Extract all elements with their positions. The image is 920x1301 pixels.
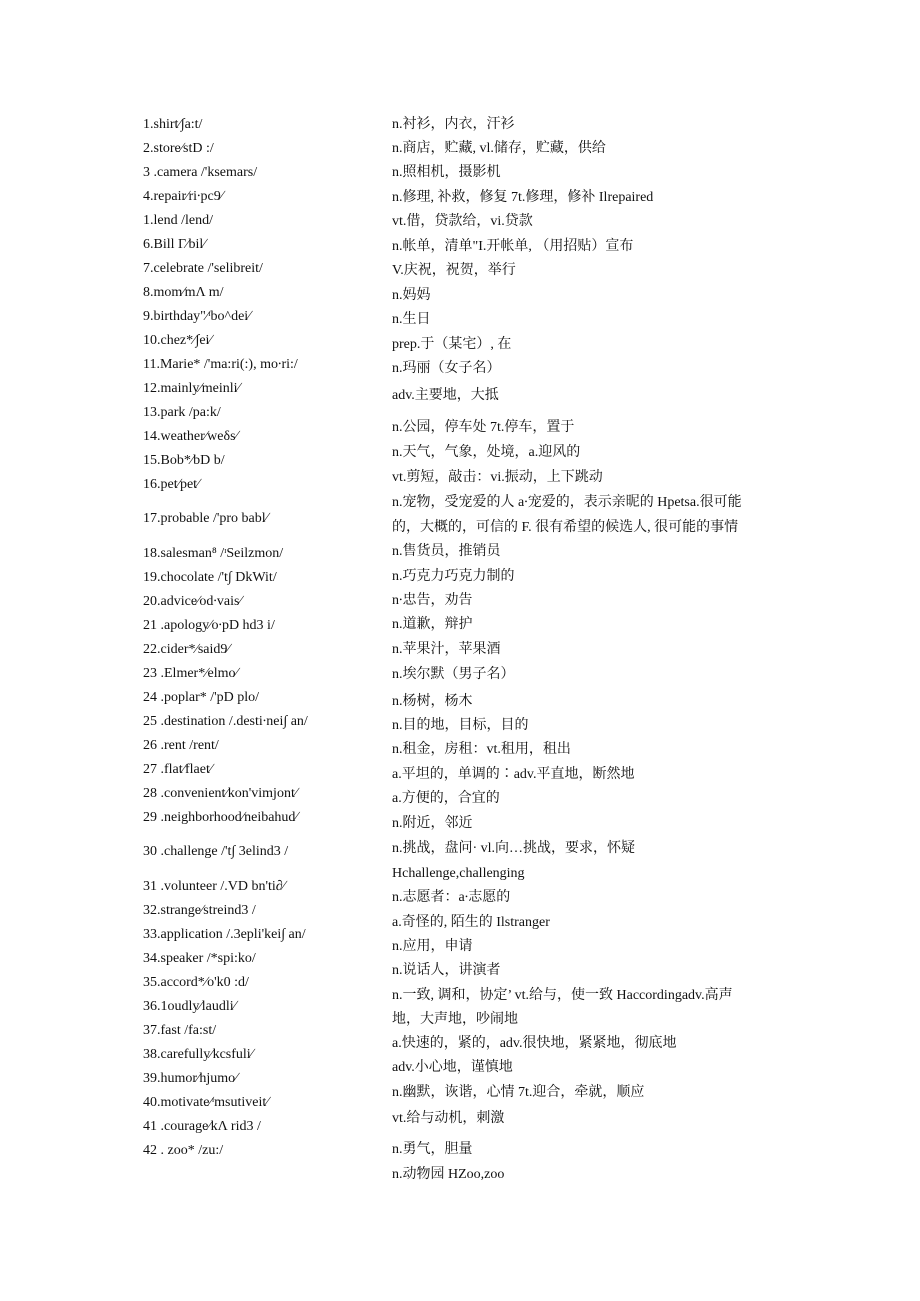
headword-13: 13.park /pa:k/	[143, 405, 221, 420]
definition-line: adv.主要地，大抵	[392, 388, 499, 403]
headword-18: 18.salesman⁸ /ᶦSeilzmon/	[143, 546, 284, 561]
definition-line: n.应用，申请	[392, 939, 473, 954]
headword-2: 2.store∕stD :/	[143, 141, 214, 156]
definition-line: prep.于（某宅）, 在	[392, 337, 512, 352]
headword-22: 22.cider*∕said9∕	[143, 642, 230, 657]
headword-4: 4.repair∕ri∙pc9∕	[143, 189, 224, 204]
headword-41: 41 .courage∕kΛ rid3 /	[143, 1119, 261, 1134]
headword-16: 16.pet∕pet∕	[143, 477, 200, 492]
headword-28: 28 .convenient∕kon'vimjont∕	[143, 786, 298, 801]
definition-line: n.说话人，讲演者	[392, 963, 501, 978]
headword-25: 25 .destination /.desti∙nei∫ an/	[143, 714, 308, 729]
headword-15: 15.Bob*∕bD b/	[143, 453, 225, 468]
definition-line: a.奇怪的, 陌生的 Ilstranger	[392, 915, 550, 930]
definition-line: vt.借，贷款给，vi.贷款	[392, 214, 533, 229]
definition-line: V.庆祝，祝贺，举行	[392, 263, 516, 278]
definition-line: n.帐单，清单"I.开帐单, （用招贴）宣布	[392, 239, 634, 254]
headword-35: 35.accord*∕o'k0 :d/	[143, 975, 249, 990]
headword-36: 36.1oudly∕laudli∕	[143, 999, 236, 1014]
definition-line: n.道歉，辩护	[392, 617, 473, 632]
definition-line: a.平坦的，单调的∶adv.平直地，断然地	[392, 767, 635, 782]
definition-line: adv.小心地，谨慎地	[392, 1060, 513, 1075]
headword-39: 39.humor∕hjumo∕	[143, 1071, 238, 1086]
definition-line: n.衬衫，内衣，汗衫	[392, 117, 515, 132]
definition-line: n.一致, 调和，协定’ vt.给与，使一致 Haccordingadv.高声	[392, 988, 733, 1003]
definition-line: n.杨树，杨木	[392, 694, 473, 709]
headword-8: 8.mom∕mΛ m/	[143, 285, 224, 300]
headword-23: 23 .Elmer*∕elmo∕	[143, 666, 238, 681]
headword-24: 24 .poplar* /'pD plo/	[143, 690, 260, 705]
headword-17: 17.probable /'pro babl∕	[143, 511, 268, 526]
headword-12: 12.mainly∕meinli∕	[143, 381, 240, 396]
headword-14: 14.weather∕weδs∕	[143, 429, 238, 444]
headword-21: 21 .apology∕o∙pD hd3 i/	[143, 618, 275, 633]
definition-line: n.挑战，盘问· vl.向…挑战，要求，怀疑	[392, 841, 636, 856]
headword-30: 30 .challenge /'t∫ 3elind3 /	[143, 844, 289, 859]
headword-29: 29 .neighborhood∕neibahud∕	[143, 810, 298, 825]
definition-line: 的，大概的，可信的 F. 很有希望的候选人, 很可能的事情	[392, 520, 739, 535]
definition-line: a.方便的，合宜的	[392, 791, 500, 806]
definition-line: n.玛丽（女子名）	[392, 361, 501, 376]
definition-line: vt.给与动机，刺激	[392, 1111, 505, 1126]
headword-31: 31 .volunteer /.VD bn'ti∂∕	[143, 879, 286, 894]
definition-line: n.勇气，胆量	[392, 1142, 473, 1157]
definition-line: n.公园，停车处 7t.停车，置于	[392, 420, 575, 435]
definition-line: n.照相机，摄影机	[392, 165, 501, 180]
definition-line: n.生日	[392, 312, 431, 327]
headword-10: 10.chez*∕∫ei∕	[143, 333, 212, 348]
headword-9: 9.birthday"∕ᶦbo^dei∕	[143, 309, 251, 324]
definition-line: n.租金，房租：vt.租用，租出	[392, 742, 571, 757]
headword-38: 38.carefully∕kcsfuli∕	[143, 1047, 254, 1062]
definition-line: n.修理, 补救，修复 7t.修理，修补 Ilrepaired	[392, 190, 654, 205]
definition-line: vt.剪短，敲击：vi.振动，上下跳动	[392, 470, 603, 485]
definition-line: n.天气，气象，处境，a.迎风的	[392, 445, 581, 460]
definition-line: n.附近，邻近	[392, 816, 473, 831]
definition-line: n.志愿者：a∙志愿的	[392, 890, 511, 905]
definition-line: n.售货员，推销员	[392, 544, 501, 559]
definition-line: n.商店，贮藏, vl.储存，贮藏，供给	[392, 141, 606, 156]
headword-40: 40.motivate∕ᶦmsutiveit∕	[143, 1095, 269, 1110]
headword-6: 6.Bill Γ∕bil∕	[143, 237, 206, 252]
headword-11: 11.Marie* /'ma:ri(:), mo∙ri:/	[143, 357, 298, 372]
definition-line: n∙忠告，劝告	[392, 593, 473, 608]
definition-line: n.目的地，目标，目的	[392, 718, 529, 733]
headword-37: 37.fast /fa:st/	[143, 1023, 217, 1038]
headword-5: 1.lend /lend/	[143, 213, 213, 228]
headword-34: 34.speaker /*spi:ko/	[143, 951, 256, 966]
headword-26: 26 .rent /rent/	[143, 738, 219, 753]
definition-line: n.幽默，诙谐，心情 7t.迎合，牵就，顺应	[392, 1085, 645, 1100]
headword-42: 42 . zoo* /zu:/	[143, 1143, 224, 1158]
headword-32: 32.strange∕streind3 /	[143, 903, 256, 918]
headword-3: 3 .camera /'ksemars/	[143, 165, 258, 180]
headword-1: 1.shirt∕∫a:t/	[143, 117, 203, 132]
definition-line: n.巧克力巧克力制的	[392, 569, 515, 584]
definition-line: a.快速的，紧的，adv.很快地，紧紧地，彻底地	[392, 1036, 677, 1051]
definition-line: Hchallenge,challenging	[392, 866, 525, 881]
headword-27: 27 .flat∕flaet∕	[143, 762, 213, 777]
definition-line: n.苹果汁，苹果酒	[392, 642, 501, 657]
definition-line: n.宠物，受宠爱的人 a∙宠爱的，表示亲昵的 Hpetsa.很可能	[392, 495, 742, 510]
definition-line: 地，大声地，吵闹地	[392, 1012, 518, 1027]
headword-20: 20.advice∕od∙vais∕	[143, 594, 242, 609]
definition-line: n.埃尔默（男子名）	[392, 667, 515, 682]
headword-33: 33.application /.3epli'kei∫ an/	[143, 927, 306, 942]
headword-19: 19.chocolate /'t∫ DkWit/	[143, 570, 277, 585]
definition-line: n.妈妈	[392, 288, 431, 303]
headword-7: 7.celebrate /'selibreit/	[143, 261, 263, 276]
definition-line: n.动物园 HZoo,zoo	[392, 1167, 505, 1182]
